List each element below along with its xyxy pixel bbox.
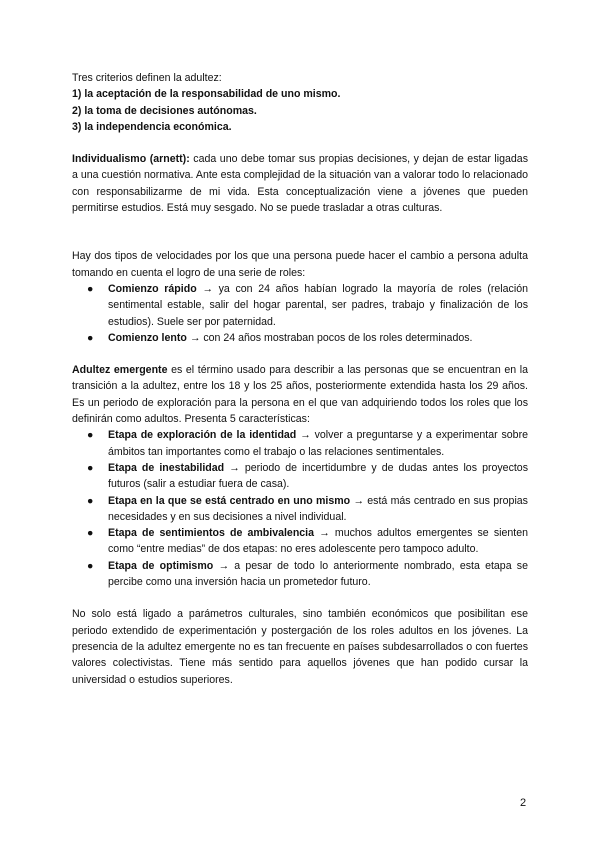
bullet-icon: ●	[87, 494, 94, 507]
bullet-icon: ●	[87, 461, 94, 474]
bullet-icon: ●	[87, 282, 94, 295]
criterio-item: 2) la toma de decisiones autónomas.	[72, 104, 257, 117]
list-item: ● Etapa de optimismo → a pesar de todo lo anteriormente nombrado, esta etapa se percibe como una inversión hacia un prometedor futuro.	[87, 559, 528, 589]
list-item: ● Etapa de inestabilidad → periodo de incertidumbre y de dudas antes los proyectos futuros (salir a estudiar fuera de casa).	[87, 461, 528, 491]
list-item: ● Comienzo lento → con 24 años mostraban pocos de los roles determinados.	[72, 330, 528, 346]
emergente-paragraph: Adultez emergente es el término usado para describir a las personas que se encuentran en la transición a la adultez, entre los 18 y los 25 años, posteriormente extendida hasta los 29 años. Es un periodo de exploración para la persona en el que van adquiriendo todos los roles que los definirán como adultos. Presenta 5 características:	[72, 364, 529, 426]
list-item: ● Etapa en la que se está centrado en uno mismo → está más centrado en sus propias necesidades y en sus decisiones a nivel individual.	[87, 494, 528, 523]
bullet-icon: ●	[87, 527, 94, 540]
conclusion-paragraph: No solo está ligado a parámetros culturales, sino también económicos que posibilitan ese periodo extendido de experimentación y postergación de los roles adultos en los jóvenes. La presencia de la adultez emergente no es tan frecuente en países subdesarrollados o con fuertes valores colectivistas. Tiene más sentido para aquellos jóvenes que han podido cursar la universidad o estudios superiores.	[72, 608, 528, 686]
bullet-icon: ●	[87, 429, 94, 442]
velocidades-list	[72, 281, 528, 346]
page-content	[72, 70, 528, 688]
criterio-item: 1) la aceptación de la responsabilidad de uno mismo.	[72, 88, 341, 101]
individualismo-term: Individualismo (arnett):	[72, 153, 190, 166]
criterios-intro: Tres criterios definen la adultez:	[72, 72, 222, 84]
criterios-section	[72, 70, 528, 135]
page-number: 2	[520, 797, 527, 809]
emergente-list	[72, 427, 528, 590]
velocidades-intro: Hay dos tipos de velocidades por los que una persona puede hacer el cambio a persona adulta tomando en cuenta el logro de una serie de roles:	[72, 250, 528, 279]
list-item: ● Comienzo rápido → ya con 24 años habían logrado la mayoría de roles (relación sentimental estable, salir del hogar parental, ser padres, trabajo y finalización de los estudios). Suele ser por paternidad.	[87, 282, 528, 328]
list-item: ● Etapa de sentimientos de ambivalencia → muchos adultos emergentes se sienten como “entre medias” de dos etapas: no eres adolescente pero tampoco adulto.	[87, 527, 528, 556]
bullet-icon: ●	[87, 331, 94, 344]
individualismo-paragraph	[72, 151, 528, 216]
bullet-icon: ●	[87, 559, 94, 572]
emergente-term: Adultez emergente	[72, 364, 168, 377]
criterio-item: 3) la independencia económica.	[72, 120, 232, 133]
list-item: ● Etapa de exploración de la identidad → volver a preguntarse y a experimentar sobre ámbitos tan importantes como el trabajo o las relaciones sentimentales.	[87, 429, 528, 458]
individualismo-text: cada uno debe tomar sus propias decisiones, y dejan de estar ligadas a una cuestión normativa. Ante esta complejidad de la situación van a valorar todo lo relacionado con responsabilizarme de mi vida. Esta conceptualización viene a jóvenes que pueden permitirse estudios. Está muy sesgado. No se puede trasladar a otras culturas.	[72, 153, 528, 215]
